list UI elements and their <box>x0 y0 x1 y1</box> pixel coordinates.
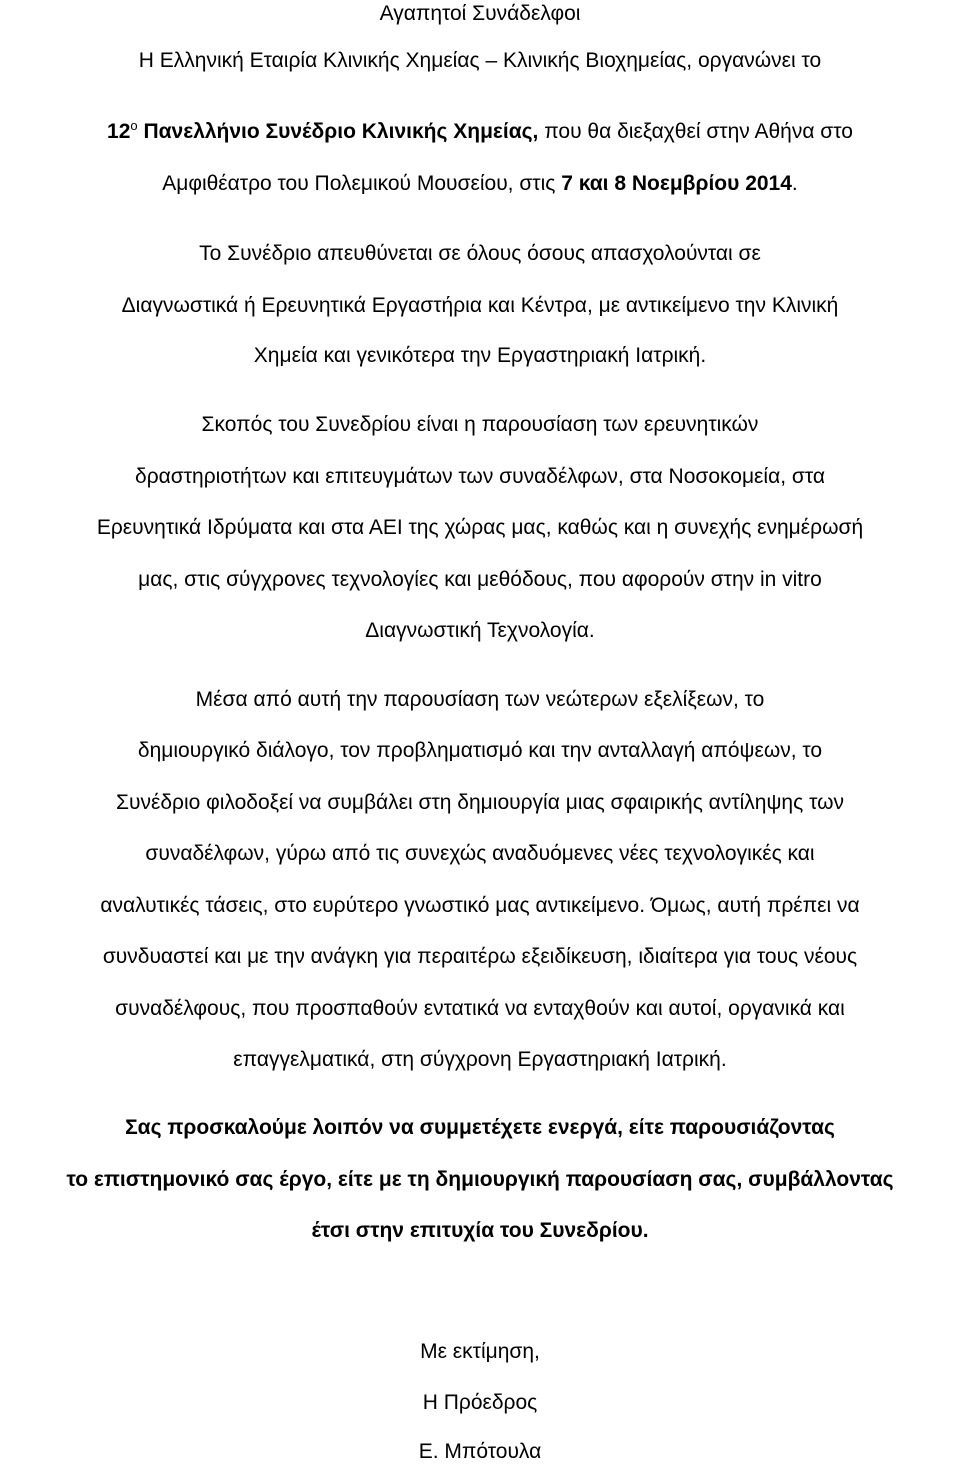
goals-line-6: συνδυαστεί και με την ανάγκη για περαιτέρω εξειδίκευση, ιδιαίτερα για τους νέους <box>102 945 858 968</box>
greeting: Αγαπητοί Συνάδελφοι <box>379 2 581 25</box>
audience-line-2: Διαγνωστικά ή Ερευνητικά Εργαστήρια και Κέντρα, με αντικείμενο την Κλινική <box>121 294 839 317</box>
signatory-title: Η Πρόεδρος <box>422 1391 538 1414</box>
venue-text: Αμφιθέατρο του Πολεμικού Μουσείου, στις <box>162 172 562 195</box>
purpose-line-1: Σκοπός του Συνεδρίου είναι η παρουσίαση των ερευνητικών <box>201 413 759 436</box>
invitation-line-3: έτσι στην επιτυχία του Συνεδρίου. <box>311 1219 649 1242</box>
audience-line-1: Το Συνέδριο απευθύνεται σε όλους όσους απασχολούνται σε <box>199 242 761 265</box>
goals-line-7: συναδέλφους, που προσπαθούν εντατικά να ενταχθούν και αυτοί, οργανικά και <box>115 997 845 1020</box>
intro-line-3-end: . <box>791 172 798 195</box>
goals-line-3: Συνέδριο φιλοδοξεί να συμβάλει στη δημιουργία μιας σφαιρικής αντίληψης των <box>116 791 844 814</box>
congress-number: 12 <box>107 120 131 143</box>
intro-line-1: Η Ελληνική Εταιρία Κλινικής Χημείας – Κλινικής Βιοχημείας, οργανώνει το <box>138 49 822 72</box>
congress-dates: 7 και 8 Νοεμβρίου 2014 <box>561 172 792 195</box>
invitation-line-1: Σας προσκαλούμε λοιπόν να συμμετέχετε ενεργά, είτε παρουσιάζοντας <box>125 1116 835 1139</box>
closing-regards: Με εκτίμηση, <box>420 1340 540 1363</box>
intro-line-2 <box>0 118 960 146</box>
purpose-line-5: Διαγνωστική Τεχνολογία. <box>365 619 595 642</box>
goals-line-1: Μέσα από αυτή την παρουσίαση των νεώτερων εξελίξεων, το <box>195 688 765 711</box>
ordinal-superscript: ο <box>130 118 138 133</box>
purpose-line-4: μας, στις σύγχρονες τεχνολογίες και μεθόδους, που αφορούν στην in vitro <box>138 568 822 591</box>
intro-line-2-rest: που θα διεξαχθεί στην Αθήνα στο <box>538 120 853 143</box>
goals-line-5: αναλυτικές τάσεις, στο ευρύτερο γνωστικό μας αντικείμενο. Όμως, αυτή πρέπει να <box>100 894 860 917</box>
goals-line-4: συναδέλφων, γύρω από τις συνεχώς αναδυόμενες νέες τεχνολογικές και <box>145 842 815 865</box>
invitation-line-2: το επιστημονικό σας έργο, είτε με τη δημιουργική παρουσίαση σας, συμβάλλοντας <box>66 1168 894 1191</box>
audience-line-3: Χημεία και γενικότερα την Εργαστηριακή Ιατρική. <box>253 344 707 367</box>
purpose-line-3: Ερευνητικά Ιδρύματα και στα ΑΕΙ της χώρας μας, καθώς και η συνεχής ενημέρωσή <box>96 516 864 539</box>
goals-line-8: επαγγελματικά, στη σύγχρονη Εργαστηριακή Ιατρική. <box>233 1048 727 1071</box>
goals-line-2: δημιουργικό διάλογο, τον προβληματισμό και την ανταλλαγή απόψεων, το <box>137 739 823 762</box>
signatory-name: Ε. Μπότουλα <box>418 1440 542 1463</box>
congress-name: Πανελλήνιο Συνέδριο Κλινικής Χημείας, <box>137 120 539 143</box>
intro-line-3 <box>0 170 960 198</box>
purpose-line-2: δραστηριοτήτων και επιτευγμάτων των συναδέλφων, στα Νοσοκομεία, στα <box>135 465 825 488</box>
